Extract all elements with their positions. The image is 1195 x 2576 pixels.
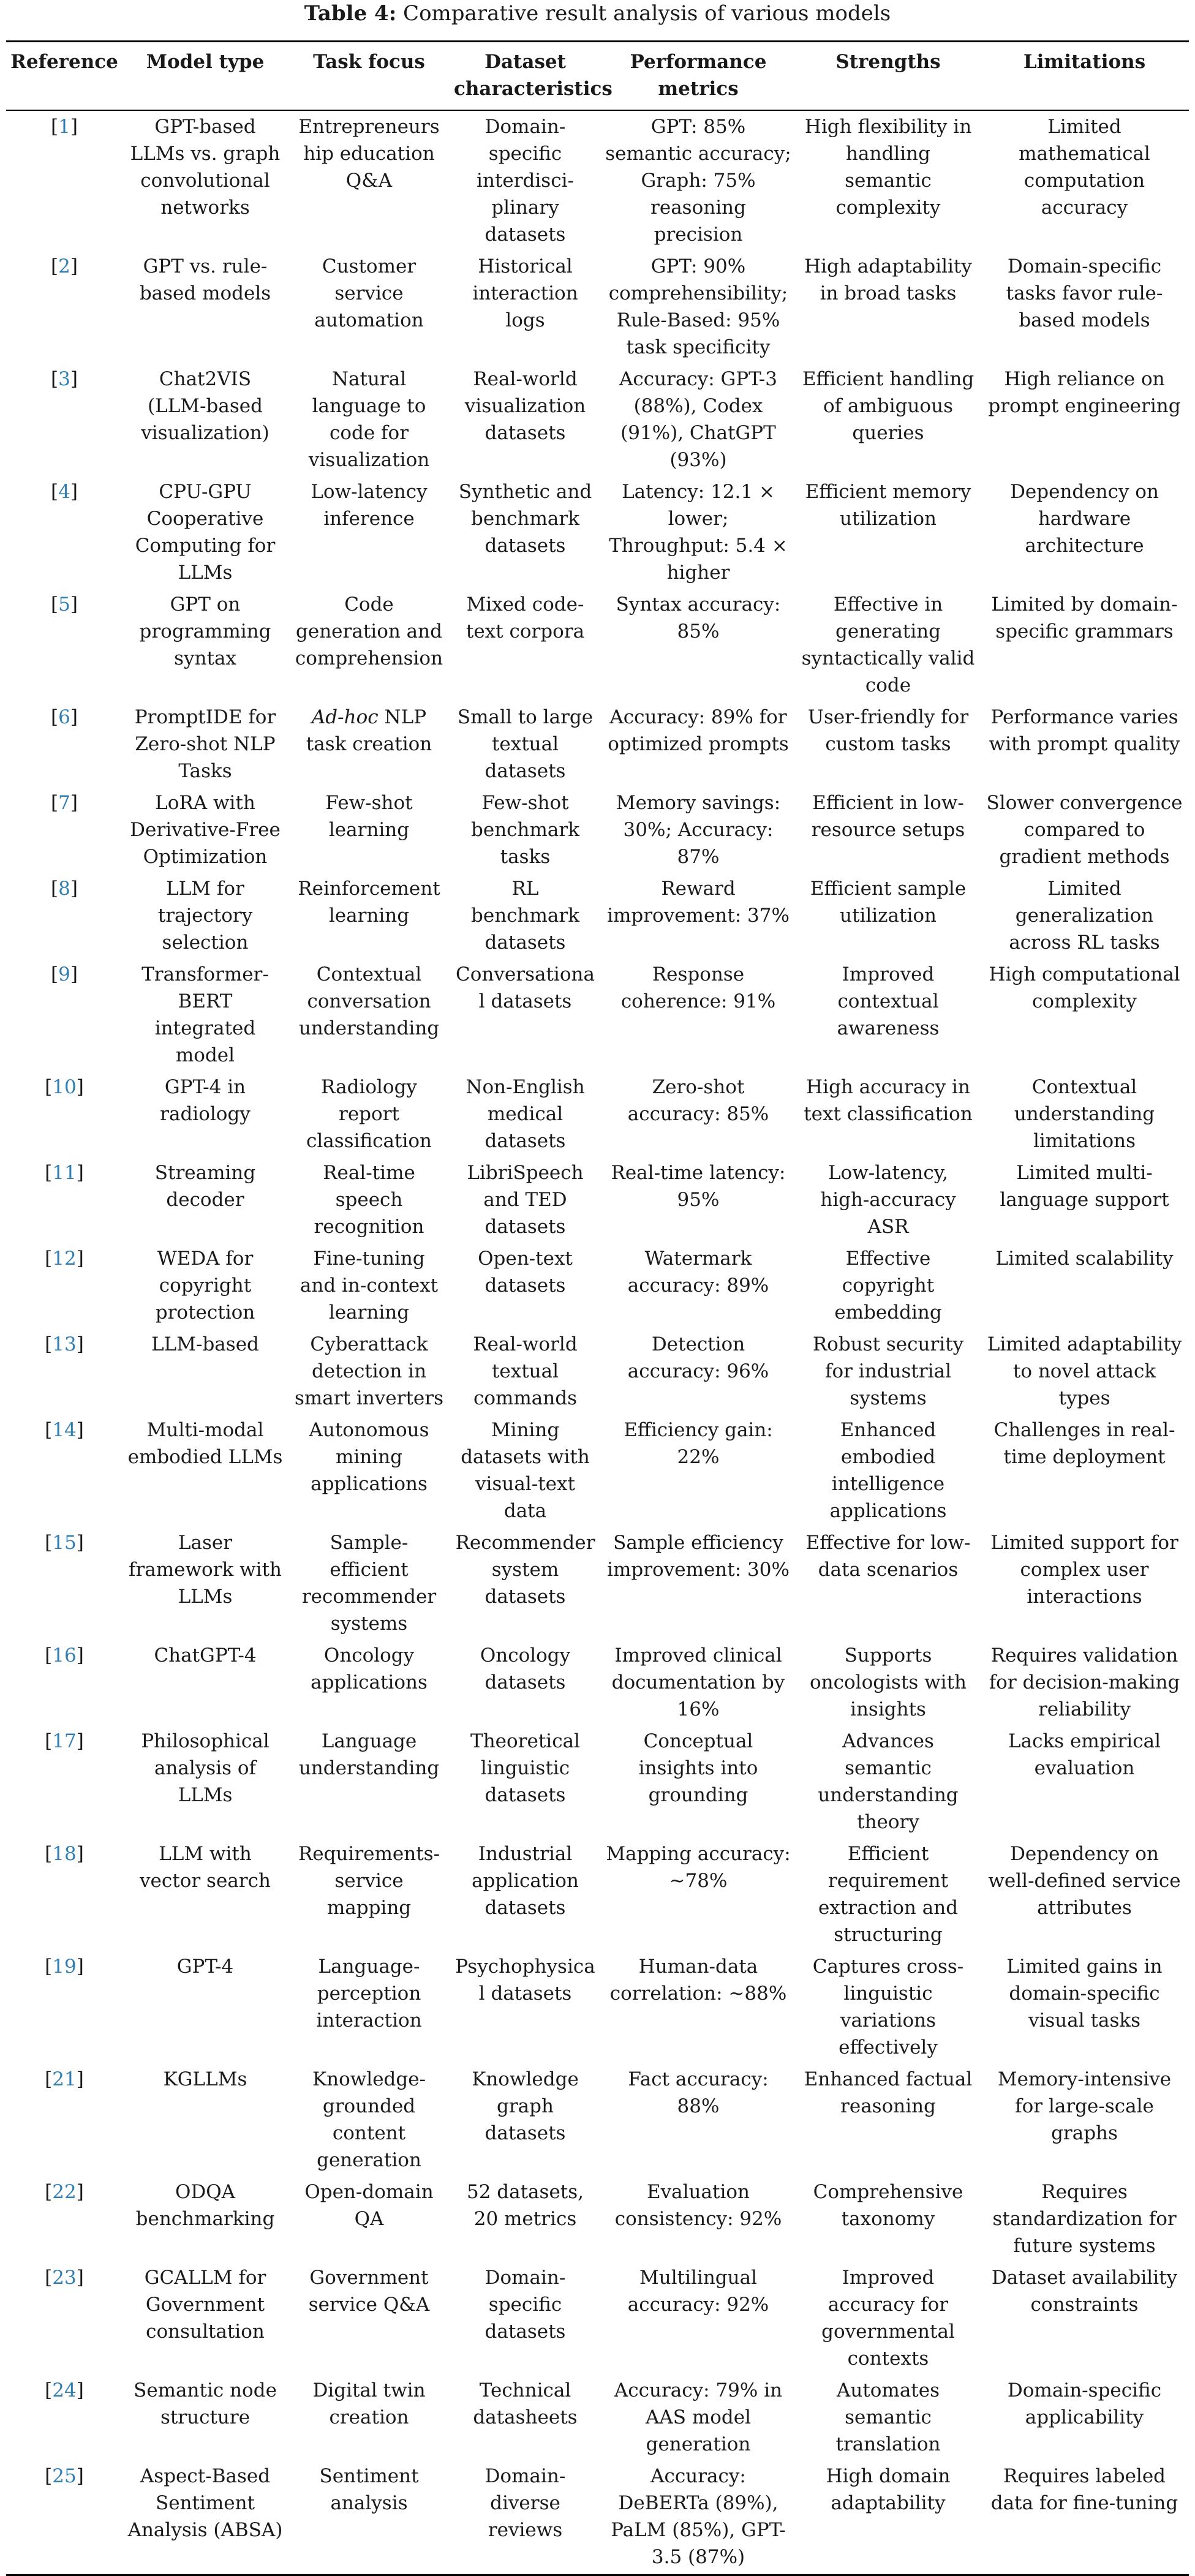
cell-strengths: High adaptability in broad tasks bbox=[804, 255, 972, 304]
cell-reference: [17] bbox=[45, 1730, 84, 1752]
cell-strengths: Efficient requirement extraction and structuring bbox=[818, 1843, 959, 1946]
cell-strengths: Robust security for industrial systems bbox=[812, 1333, 964, 1409]
task-focus-text: Reinforcement learning bbox=[298, 878, 440, 927]
cell-reference: [21] bbox=[45, 2068, 84, 2090]
cell-task-focus bbox=[288, 1838, 450, 1951]
cell-model-type: LLM with vector search bbox=[140, 1843, 271, 1892]
cell-strengths: Efficient memory utilization bbox=[805, 481, 971, 530]
cell-reference: [1] bbox=[51, 116, 78, 138]
header-task-focus: Task focus bbox=[288, 42, 450, 111]
cell-dataset-characteristics: Knowledge graph datasets bbox=[472, 2068, 579, 2144]
cell-reference: [12] bbox=[45, 1248, 84, 1270]
cell-model-type: GPT on programming syntax bbox=[139, 593, 271, 669]
table-row bbox=[6, 250, 1189, 363]
table-row bbox=[6, 701, 1189, 787]
task-focus-text: Cyberattack detection in smart inverters bbox=[294, 1333, 443, 1409]
cell-strengths: Supports oncologists with insights bbox=[810, 1644, 967, 1720]
cell-limitations: Requires labeled data for fine-tuning bbox=[980, 2460, 1189, 2575]
table-row bbox=[6, 1725, 1189, 1838]
cell-dataset-characteristics: Domain-specific interdisci-plinary datasets bbox=[477, 116, 574, 246]
task-focus-text: Government service Q&A bbox=[308, 2267, 430, 2316]
cell-reference: [18] bbox=[45, 1843, 84, 1865]
cell-strengths: Automates semantic translation bbox=[835, 2379, 941, 2455]
table-row bbox=[6, 2176, 1189, 2262]
header-limitations: Limitations bbox=[980, 42, 1189, 111]
task-focus-text: Knowledge-grounded content generation bbox=[312, 2068, 426, 2171]
cell-task-focus bbox=[288, 1951, 450, 2063]
cell-limitations: Limited scalability bbox=[995, 1248, 1174, 1270]
reference-link[interactable]: 10 bbox=[52, 1076, 77, 1098]
cell-task-focus bbox=[288, 2063, 450, 2176]
cell-dataset-characteristics: RL benchmark datasets bbox=[471, 878, 579, 954]
table-row bbox=[6, 589, 1189, 701]
table-header-row bbox=[6, 42, 1189, 111]
cell-reference: [23] bbox=[45, 2267, 84, 2289]
cell-limitations: Memory-intensive for large-scale graphs bbox=[997, 2068, 1172, 2144]
cell-limitations: Domain-specific tasks favor rule-based models bbox=[1006, 255, 1163, 331]
cell-dataset-characteristics: Mining datasets with visual-text data bbox=[461, 1419, 590, 1522]
cell-strengths: Effective in generating syntactically valid code bbox=[801, 593, 975, 696]
cell-task-focus bbox=[288, 1725, 450, 1838]
task-focus-text: NLP task creation bbox=[306, 706, 432, 755]
task-focus-text: Autonomous mining applications bbox=[309, 1419, 429, 1495]
cell-dataset-characteristics: Psychophysical datasets bbox=[455, 1956, 595, 2005]
cell-performance-metrics: GPT: 85% semantic accuracy; Graph: 75% reasoning precision bbox=[605, 116, 791, 246]
cell-model-type: Laser framework with LLMs bbox=[128, 1532, 282, 1608]
table-row bbox=[6, 873, 1189, 958]
reference-link[interactable]: 12 bbox=[52, 1248, 77, 1270]
header-strengths: Strengths bbox=[796, 42, 980, 111]
cell-reference: [2] bbox=[51, 255, 78, 277]
reference-link[interactable]: 16 bbox=[52, 1644, 77, 1666]
cell-reference: [16] bbox=[45, 1644, 84, 1666]
cell-strengths: Effective for low-data scenarios bbox=[805, 1532, 971, 1581]
cell-performance-metrics: Watermark accuracy: 89% bbox=[627, 1248, 769, 1297]
cell-task-focus bbox=[288, 2375, 450, 2460]
cell-strengths: Effective copyright embedding bbox=[834, 1248, 942, 1324]
table-row bbox=[6, 2375, 1189, 2460]
reference-link[interactable]: 6 bbox=[58, 706, 70, 728]
reference-link[interactable]: 18 bbox=[52, 1843, 77, 1865]
cell-performance-metrics: Memory savings: 30%; Accuracy: 87% bbox=[616, 792, 781, 868]
table-row bbox=[6, 1838, 1189, 1951]
cell-limitations: Slower convergence compared to gradient methods bbox=[986, 792, 1183, 868]
cell-model-type: GPT vs. rule-based models bbox=[139, 255, 271, 304]
cell-reference: [19] bbox=[45, 1956, 84, 1978]
cell-performance-metrics: Detection accuracy: 96% bbox=[627, 1333, 769, 1382]
cell-performance-metrics: Improved clinical documentation by 16% bbox=[611, 1644, 785, 1720]
cell-dataset-characteristics: 52 datasets, 20 metrics bbox=[466, 2181, 584, 2230]
cell-reference: [24] bbox=[45, 2379, 84, 2401]
cell-limitations: Domain-specific applicability bbox=[1007, 2379, 1162, 2428]
cell-dataset-characteristics: Mixed code-text corpora bbox=[466, 593, 585, 642]
cell-dataset-characteristics: Conversational datasets bbox=[456, 963, 595, 1012]
cell-task-focus bbox=[288, 2262, 450, 2375]
cell-performance-metrics: Response coherence: 91% bbox=[620, 963, 776, 1012]
cell-task-focus bbox=[288, 787, 450, 873]
reference-link[interactable]: 14 bbox=[52, 1419, 77, 1441]
cell-task-focus bbox=[288, 2176, 450, 2262]
reference-link[interactable]: 13 bbox=[52, 1333, 77, 1355]
task-focus-text: Fine-tuning and in-context learning bbox=[300, 1248, 439, 1324]
table-caption-text: Comparative result analysis of various models bbox=[396, 1, 891, 26]
cell-reference: [10] bbox=[45, 1076, 84, 1098]
cell-model-type: Philosophical analysis of LLMs bbox=[141, 1730, 270, 1806]
cell-reference: [4] bbox=[51, 481, 78, 503]
cell-model-type: Chat2VIS (LLM-based visualization) bbox=[141, 368, 270, 444]
cell-reference: [3] bbox=[51, 368, 78, 390]
reference-link[interactable]: 21 bbox=[52, 2068, 77, 2090]
table-row bbox=[6, 476, 1189, 589]
cell-performance-metrics: Fact accuracy: 88% bbox=[628, 2068, 769, 2117]
cell-task-focus bbox=[288, 1157, 450, 1243]
cell-model-type: ODQA benchmarking bbox=[135, 2181, 275, 2230]
cell-limitations: Limited adaptability to novel attack types bbox=[987, 1333, 1182, 1409]
table-row bbox=[6, 110, 1189, 250]
cell-strengths: High flexibility in handling semantic complexity bbox=[804, 116, 972, 219]
cell-performance-metrics: Mapping accuracy: ~78% bbox=[606, 1843, 791, 1892]
cell-reference: [15] bbox=[45, 1532, 84, 1554]
cell-model-type: Streaming decoder bbox=[154, 1162, 256, 1211]
cell-limitations: Requires validation for decision-making reliability bbox=[989, 1644, 1180, 1720]
cell-performance-metrics: Real-time latency: 95% bbox=[611, 1162, 786, 1211]
reference-link[interactable]: 24 bbox=[52, 2379, 77, 2401]
reference-link[interactable]: 23 bbox=[52, 2267, 77, 2289]
task-focus-text: Natural language to code for visualization bbox=[308, 368, 430, 471]
reference-link[interactable]: 25 bbox=[52, 2465, 77, 2487]
cell-dataset-characteristics: Few-shot benchmark tasks bbox=[471, 792, 579, 868]
cell-strengths: Advances semantic understanding theory bbox=[818, 1730, 959, 1833]
cell-task-focus bbox=[288, 701, 450, 787]
cell-limitations: High reliance on prompt engineering bbox=[988, 368, 1181, 417]
cell-performance-metrics: Efficiency gain: 22% bbox=[624, 1419, 773, 1468]
cell-task-focus bbox=[288, 2460, 450, 2575]
cell-strengths: Efficient sample utilization bbox=[810, 878, 967, 927]
cell-strengths: Captures cross-linguistic variations effectively bbox=[812, 1956, 964, 2058]
cell-task-focus bbox=[288, 1328, 450, 1414]
table-caption bbox=[0, 0, 1195, 38]
cell-limitations: Dependency on hardware architecture bbox=[1010, 481, 1159, 557]
cell-model-type: PromptIDE for Zero-shot NLP Tasks bbox=[134, 706, 276, 782]
cell-dataset-characteristics: Domain-specific datasets bbox=[484, 2267, 566, 2343]
table-row bbox=[6, 1640, 1189, 1725]
cell-reference: [7] bbox=[51, 792, 78, 814]
cell-performance-metrics: Zero-shot accuracy: 85% bbox=[627, 1076, 769, 1125]
table-row bbox=[6, 1414, 1189, 1527]
header-performance-metrics: Performance metrics bbox=[600, 42, 796, 111]
cell-performance-metrics: GPT: 90% comprehensibility; Rule-Based: 95% task specificity bbox=[608, 255, 788, 358]
task-focus-text: Sentiment analysis bbox=[319, 2465, 419, 2514]
cell-model-type: GPT-based LLMs vs. graph convolutional networks bbox=[130, 116, 281, 219]
cell-dataset-characteristics: Theoretical linguistic datasets bbox=[470, 1730, 580, 1806]
cell-reference: [11] bbox=[45, 1162, 84, 1184]
cell-performance-metrics: Latency: 12.1 × lower; Throughput: 5.4 × higher bbox=[609, 481, 788, 584]
cell-reference: [14] bbox=[45, 1419, 84, 1441]
cell-model-type: Aspect-Based Sentiment Analysis (ABSA) bbox=[123, 2460, 288, 2575]
task-focus-text: Real-time speech recognition bbox=[314, 1162, 424, 1238]
cell-model-type: WEDA for copyright protection bbox=[155, 1248, 255, 1324]
cell-strengths: High accuracy in text classification bbox=[804, 1076, 973, 1125]
task-focus-text: Language-perception interaction bbox=[316, 1956, 422, 2032]
reference-link[interactable]: 15 bbox=[52, 1532, 77, 1554]
cell-limitations: Lacks empirical evaluation bbox=[1008, 1730, 1161, 1779]
reference-link[interactable]: 1 bbox=[58, 116, 70, 138]
table-row bbox=[6, 2262, 1189, 2375]
cell-limitations: Dataset availability constraints bbox=[991, 2267, 1178, 2316]
cell-performance-metrics: Accuracy: 89% for optimized prompts bbox=[608, 706, 789, 755]
cell-model-type: LoRA with Derivative-Free Optimization bbox=[130, 792, 281, 868]
task-focus-italic: Ad-hoc bbox=[311, 706, 379, 728]
task-focus-text: Sample-efficient recommender systems bbox=[301, 1532, 437, 1635]
cell-task-focus bbox=[288, 589, 450, 701]
table-caption-label: Table 4: bbox=[304, 1, 397, 26]
cell-limitations: Limited gains in domain-specific visual tasks bbox=[1006, 1956, 1163, 2032]
cell-limitations: Contextual understanding limitations bbox=[1014, 1076, 1155, 1152]
cell-performance-metrics: Sample efficiency improvement: 30% bbox=[607, 1532, 790, 1581]
cell-dataset-characteristics: Synthetic and benchmark datasets bbox=[458, 481, 592, 557]
cell-model-type: KGLLMs bbox=[163, 2068, 247, 2090]
reference-link[interactable]: 2 bbox=[58, 255, 70, 277]
cell-dataset-characteristics: Real-world visualization datasets bbox=[464, 368, 586, 444]
cell-task-focus bbox=[288, 110, 450, 250]
cell-performance-metrics: Multilingual accuracy: 92% bbox=[627, 2267, 769, 2316]
table-row bbox=[6, 2063, 1189, 2176]
cell-dataset-characteristics: Real-world textual commands bbox=[473, 1333, 578, 1409]
cell-strengths: Efficient handling of ambiguous queries bbox=[802, 368, 974, 444]
cell-reference: [5] bbox=[51, 593, 78, 616]
cell-limitations: Challenges in real-time deployment bbox=[993, 1419, 1175, 1468]
cell-task-focus bbox=[288, 1243, 450, 1328]
cell-model-type: LLM for trajectory selection bbox=[157, 878, 253, 954]
table-row bbox=[6, 1951, 1189, 2063]
cell-reference: [13] bbox=[45, 1333, 84, 1355]
cell-strengths: Improved contextual awareness bbox=[837, 963, 940, 1039]
task-focus-text: Radiology report classification bbox=[306, 1076, 432, 1152]
cell-model-type: CPU-GPU Cooperative Computing for LLMs bbox=[135, 481, 276, 584]
task-focus-text: Digital twin creation bbox=[312, 2379, 426, 2428]
cell-model-type: Semantic node structure bbox=[134, 2379, 277, 2428]
header-model-type: Model type bbox=[123, 42, 288, 111]
cell-strengths: Low-latency, high-accuracy ASR bbox=[820, 1162, 956, 1238]
cell-performance-metrics: Evaluation consistency: 92% bbox=[614, 2181, 782, 2230]
cell-task-focus bbox=[288, 476, 450, 589]
cell-performance-metrics: Reward improvement: 37% bbox=[607, 878, 790, 927]
cell-strengths: Improved accuracy for governmental contexts bbox=[821, 2267, 955, 2370]
task-focus-text: Customer service automation bbox=[314, 255, 424, 331]
cell-limitations: Performance varies with prompt quality bbox=[989, 706, 1180, 755]
header-reference: Reference bbox=[6, 42, 123, 111]
cell-dataset-characteristics: Recommender system datasets bbox=[455, 1532, 595, 1608]
cell-reference: [22] bbox=[45, 2181, 84, 2203]
cell-dataset-characteristics: Oncology datasets bbox=[480, 1644, 571, 1693]
cell-task-focus bbox=[288, 363, 450, 476]
cell-dataset-characteristics: Domain-diverse reviews bbox=[450, 2460, 600, 2575]
cell-model-type: ChatGPT-4 bbox=[154, 1644, 257, 1666]
cell-limitations: Limited multi-language support bbox=[1000, 1162, 1169, 1211]
cell-limitations: Limited mathematical computation accuracy bbox=[1019, 116, 1150, 219]
reference-link[interactable]: 4 bbox=[58, 481, 70, 503]
cell-strengths: Comprehensive taxonomy bbox=[813, 2181, 963, 2230]
task-focus-text: Few-shot learning bbox=[325, 792, 413, 841]
cell-model-type: GPT-4 bbox=[176, 1956, 234, 1978]
cell-reference: [9] bbox=[51, 963, 78, 985]
cell-dataset-characteristics: Open-text datasets bbox=[478, 1248, 573, 1297]
cell-strengths: Enhanced factual reasoning bbox=[804, 2068, 973, 2117]
cell-limitations: Requires standardization for future systems bbox=[992, 2181, 1177, 2257]
cell-performance-metrics: Accuracy: 79% in AAS model generation bbox=[614, 2379, 783, 2455]
reference-link[interactable]: 22 bbox=[52, 2181, 77, 2203]
reference-link[interactable]: 3 bbox=[58, 368, 70, 390]
table-row bbox=[6, 958, 1189, 1071]
reference-link[interactable]: 9 bbox=[58, 963, 70, 985]
cell-performance-metrics: Syntax accuracy: 85% bbox=[616, 593, 781, 642]
cell-model-type: GPT-4 in radiology bbox=[160, 1076, 251, 1125]
cell-dataset-characteristics: Technical datasheets bbox=[473, 2379, 578, 2428]
cell-performance-metrics: Accuracy: GPT-3 (88%), Codex (91%), ChatGPT (93%) bbox=[619, 368, 778, 471]
cell-model-type: GCALLM for Government consultation bbox=[144, 2267, 266, 2343]
table-row bbox=[6, 1243, 1189, 1328]
cell-task-focus bbox=[288, 250, 450, 363]
task-focus-text: Contextual conversation understanding bbox=[298, 963, 440, 1039]
cell-strengths: User-friendly for custom tasks bbox=[807, 706, 969, 755]
cell-task-focus bbox=[288, 1640, 450, 1725]
cell-performance-metrics: Conceptual insights into grounding bbox=[638, 1730, 758, 1806]
task-focus-text: Requirements-service mapping bbox=[298, 1843, 440, 1919]
cell-model-type: Multi-modal embodied LLMs bbox=[127, 1419, 283, 1468]
cell-limitations: Limited by domain-specific grammars bbox=[991, 593, 1178, 642]
cell-dataset-characteristics: Small to large textual datasets bbox=[457, 706, 594, 782]
comparative-results-table bbox=[6, 40, 1189, 2576]
task-focus-text: Low-latency inference bbox=[311, 481, 428, 530]
reference-link[interactable]: 8 bbox=[58, 878, 70, 900]
table-body bbox=[6, 110, 1189, 2575]
cell-strengths: Efficient in low-resource setups bbox=[811, 792, 965, 841]
table-row bbox=[6, 1071, 1189, 1157]
cell-task-focus bbox=[288, 1414, 450, 1527]
table-row bbox=[6, 1527, 1189, 1640]
cell-task-focus bbox=[288, 1527, 450, 1640]
cell-performance-metrics: Accuracy: DeBERTa (89%), PaLM (85%), GPT-3.5 (87%) bbox=[600, 2460, 796, 2575]
cell-task-focus bbox=[288, 873, 450, 958]
cell-reference: [8] bbox=[51, 878, 78, 900]
cell-reference: [6] bbox=[51, 706, 78, 728]
reference-link[interactable]: 7 bbox=[58, 792, 70, 814]
cell-model-type: LLM-based bbox=[151, 1333, 259, 1355]
task-focus-text: Language understanding bbox=[298, 1730, 440, 1779]
task-focus-text: Code generation and comprehension bbox=[295, 593, 443, 669]
cell-dataset-characteristics: Industrial application datasets bbox=[472, 1843, 579, 1919]
cell-strengths: High domain adaptability bbox=[796, 2460, 980, 2575]
table-row bbox=[6, 2460, 1189, 2575]
task-focus-text: Oncology applications bbox=[311, 1644, 428, 1693]
cell-task-focus bbox=[288, 958, 450, 1071]
task-focus-text: Open-domain QA bbox=[304, 2181, 434, 2230]
table-row bbox=[6, 1328, 1189, 1414]
cell-model-type: Transformer-BERT integrated model bbox=[141, 963, 269, 1066]
cell-limitations: Limited support for complex user interactions bbox=[990, 1532, 1178, 1608]
reference-link[interactable]: 5 bbox=[58, 593, 70, 616]
task-focus-text: Entrepreneurship education Q&A bbox=[298, 116, 440, 192]
reference-link[interactable]: 17 bbox=[52, 1730, 77, 1752]
header-dataset-characteristics: Dataset characteristics bbox=[450, 42, 600, 111]
cell-dataset-characteristics: Historical interaction logs bbox=[472, 255, 578, 331]
cell-strengths: Enhanced embodied intelligence applications bbox=[829, 1419, 947, 1522]
reference-link[interactable]: 11 bbox=[52, 1162, 77, 1184]
cell-limitations: High computational complexity bbox=[989, 963, 1180, 1012]
table-row bbox=[6, 787, 1189, 873]
table-row bbox=[6, 1157, 1189, 1243]
cell-dataset-characteristics: Non-English medical datasets bbox=[466, 1076, 585, 1152]
cell-limitations: Limited generalization across RL tasks bbox=[1009, 878, 1160, 954]
cell-dataset-characteristics: LibriSpeech and TED datasets bbox=[467, 1162, 584, 1238]
cell-limitations: Dependency on well-defined service attributes bbox=[988, 1843, 1181, 1919]
cell-performance-metrics: Human-data correlation: ~88% bbox=[609, 1956, 787, 2005]
cell-task-focus bbox=[288, 1071, 450, 1157]
cell-reference: [25] bbox=[6, 2460, 123, 2575]
reference-link[interactable]: 19 bbox=[52, 1956, 77, 1978]
table-row bbox=[6, 363, 1189, 476]
